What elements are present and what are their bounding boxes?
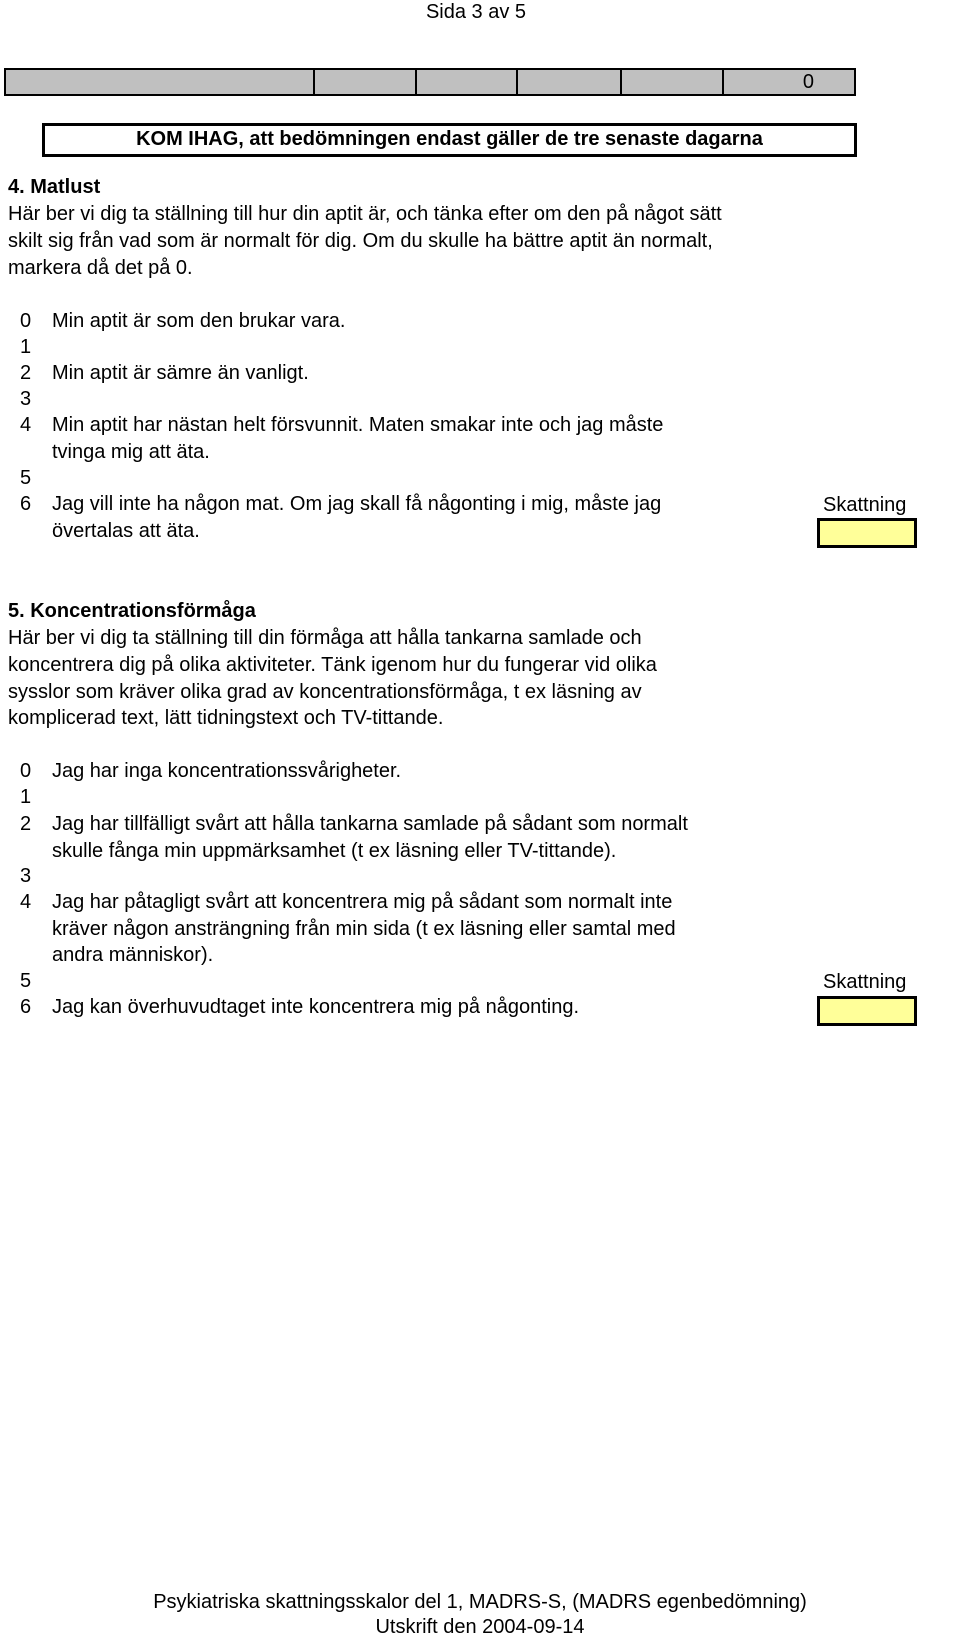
option-text: kräver någon ansträngning från min sida (t ex läsning eller samtal med	[52, 918, 676, 940]
section5-intro-line: koncentrera dig på olika aktiviteter. Tänk igenom hur du fungerar vid olika	[8, 654, 657, 676]
section5-intro-line: komplicerad text, lätt tidningstext och TV-tittande.	[8, 707, 444, 729]
rating-input-koncentration[interactable]	[817, 996, 917, 1026]
option-text: övertalas att äta.	[52, 520, 200, 542]
rating-label: Skattning	[823, 971, 907, 993]
scale-number: 2	[20, 362, 32, 384]
option-text: Min aptit har nästan helt försvunnit. Maten smakar inte och jag måste	[52, 414, 664, 436]
option-text: Jag har tillfälligt svårt att hålla tankarna samlade på sådant som normalt	[52, 813, 688, 835]
scale-number: 4	[20, 891, 32, 913]
footer-title: Psykiatriska skattningsskalor del 1, MADRS-S, (MADRS egenbedömning)	[153, 1591, 807, 1613]
option-text: tvinga mig att äta.	[52, 441, 210, 463]
scale-number: 6	[20, 493, 32, 515]
rating-input-matlust[interactable]	[817, 518, 917, 548]
option-text: Jag har inga koncentrationssvårigheter.	[52, 760, 402, 782]
scale-number: 5	[20, 467, 32, 489]
score-bar-divider	[620, 70, 622, 94]
option-text: skulle fånga min uppmärksamhet (t ex läsning eller TV-tittande).	[52, 840, 617, 862]
option-text: andra människor).	[52, 944, 214, 966]
scale-number: 6	[20, 996, 32, 1018]
score-bar-divider	[415, 70, 417, 94]
section5-intro-line: Här ber vi dig ta ställning till din förmåga att hålla tankarna samlade och	[8, 627, 642, 649]
option-text: Jag kan överhuvudtaget inte koncentrera mig på någonting.	[52, 996, 580, 1018]
option-text: Min aptit är som den brukar vara.	[52, 310, 346, 332]
scale-number: 2	[20, 813, 32, 835]
option-text: Min aptit är sämre än vanligt.	[52, 362, 309, 384]
scale-number: 0	[20, 760, 32, 782]
scale-number: 1	[20, 336, 32, 358]
scale-number: 3	[20, 865, 32, 887]
scale-number: 1	[20, 786, 32, 808]
page-number: Sida 3 av 5	[425, 1, 527, 23]
section5-intro-line: sysslor som kräver olika grad av koncentrationsförmåga, t ex läsning av	[8, 681, 642, 703]
section-title-matlust: 4. Matlust	[8, 176, 101, 198]
scale-number: 0	[20, 310, 32, 332]
section-title-koncentration: 5. Koncentrationsförmåga	[8, 600, 256, 622]
section4-intro-line: markera då det på 0.	[8, 257, 193, 279]
scale-number: 3	[20, 388, 32, 410]
score-bar-divider	[313, 70, 315, 94]
score-bar-divider	[722, 70, 724, 94]
score-bar-divider	[516, 70, 518, 94]
scale-number: 5	[20, 970, 32, 992]
reminder-banner: KOM IHAG, att bedömningen endast gäller de tre senaste dagarna	[42, 123, 857, 157]
section4-intro-line: Här ber vi dig ta ställning till hur din aptit är, och tänka efter om den på något sätt	[8, 203, 722, 225]
score-bar	[4, 68, 856, 96]
rating-label: Skattning	[823, 494, 907, 516]
option-text: Jag har påtagligt svårt att koncentrera mig på sådant som normalt inte	[52, 891, 673, 913]
scale-number: 4	[20, 414, 32, 436]
footer-print-date: Utskrift den 2004-09-14	[375, 1616, 585, 1638]
option-text: Jag vill inte ha någon mat. Om jag skall få någonting i mig, måste jag	[52, 493, 662, 515]
score-total: 0	[802, 71, 814, 93]
section4-intro-line: skilt sig från vad som är normalt för dig. Om du skulle ha bättre aptit än normalt,	[8, 230, 713, 252]
